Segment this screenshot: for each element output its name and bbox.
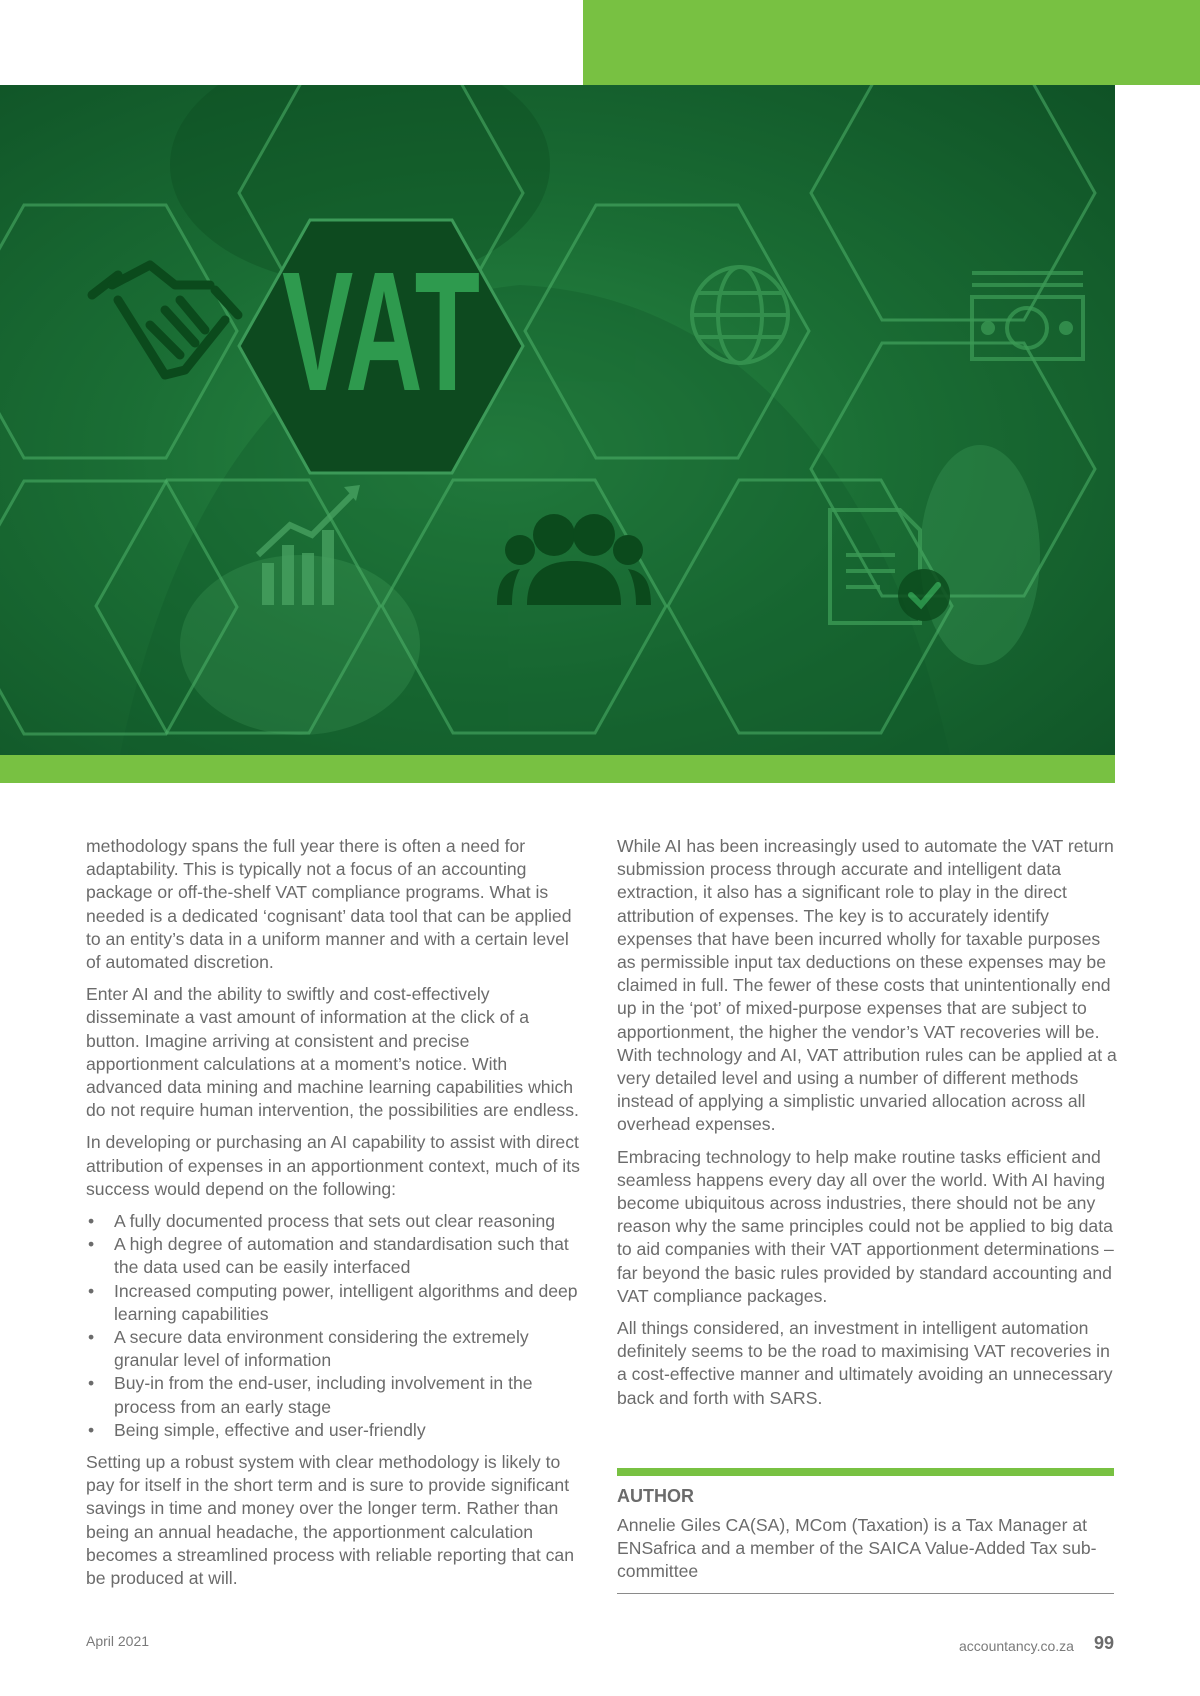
bullet-marker: • [88,1234,95,1255]
hero-headline: VAT [282,237,480,427]
right-column [617,835,1117,1419]
footer-date: April 2021 [86,1633,150,1649]
bullet-marker: • [88,1327,95,1348]
left-paragraph-2: Enter AI and the ability to swiftly and cost-effectively disseminate a vast amount of information at the click of a button. Imagine arriving at consistent and precise apportionment calculations at a moment’s notice. With advanced data mining and machine learning capabilities which do not require human intervention, the possibilities are endless. [86,984,579,1121]
requirements-list [86,1210,586,1442]
bullet-marker: • [88,1211,95,1232]
list-item [86,1326,586,1372]
handshake-icon [92,265,238,375]
bullet-marker: • [88,1419,95,1440]
list-item-text: Buy-in from the end-user, including involvement in the process from an early stage [114,1373,533,1417]
left-column [86,835,586,1599]
background-figures [120,85,1040,755]
globe-icon [692,267,788,363]
bullet-marker: • [88,1373,95,1394]
list-item-text: A high degree of automation and standardisation such that the data used can be easily interfaced [114,1234,569,1278]
left-paragraph-1: methodology spans the full year there is often a need for adaptability. This is typically not a focus of an accounting package or off-the-shelf VAT compliance programs. What is needed is a dedicated ‘cognisant’ data tool that can be applied to an entity’s data in a uniform manner and with a certain level of automated discretion. [86,836,572,973]
list-item [86,1233,586,1279]
author-top-rule [617,1468,1114,1476]
author-bio: Annelie Giles CA(SA), MCom (Taxation) is a Tax Manager at ENSafrica and a member of the SAICA Value-Added Tax sub-committee [617,1515,1097,1582]
list-item [86,1419,586,1442]
list-item-text: Increased computing power, intelligent algorithms and deep learning capabilities [114,1280,578,1324]
right-paragraph-2: Embracing technology to help make routine tasks efficient and seamless happens every day all over the world. With AI having become ubiquitous across industries, there should not be any reason why the same principles could not be applied to big data to aid companies with their VAT apportionment determinations – far beyond the basic rules provided by standard accounting and VAT compliance packages. [617,1146,1114,1306]
right-paragraph-1: While AI has been increasingly used to automate the VAT return submission process through accurate and intelligent data extraction, it also has a significant role to play in the direct attribution of expenses. The key is to accurately identify expenses that have been incurred wholly for taxable purposes as permissible input tax deductions on these expenses may be claimed in full. The fewer of these costs that unintentionally end up in the ‘pot’ of mixed-purpose expenses that are subject to apportionment, the higher the vendor’s VAT recoveries will be. With technology and AI, VAT attribution rules can be applied at a very detailed level and using a number of different methods instead of applying a simplistic unvaried allocation across all overhead expenses. [617,836,1117,1135]
bullet-marker: • [88,1280,95,1301]
list-item [86,1280,586,1326]
hero-accent-bar [0,755,1115,783]
list-item [86,1372,586,1418]
footer-site: accountancy.co.za [959,1638,1074,1654]
list-item-text: Being simple, effective and user-friendly [114,1419,426,1440]
hero-illustration [0,85,1115,755]
list-item-text: A secure data environment considering the extremely granular level of information [114,1327,529,1371]
list-item [86,1210,586,1233]
hero-image [0,85,1115,755]
page-number: 99 [1094,1633,1115,1653]
left-paragraph-3: In developing or purchasing an AI capability to assist with direct attribution of expenses in an apportionment context, much of its success would depend on the following: [86,1132,580,1199]
author-bottom-rule [617,1593,1114,1594]
top-accent-band [583,0,1200,85]
right-paragraph-3: All things considered, an investment in intelligent automation definitely seems to be the road to maximising VAT recoveries in a cost-effective manner and ultimately avoiding an unnecessary back and forth with SARS. [617,1318,1113,1408]
left-paragraph-4: Setting up a robust system with clear methodology is likely to pay for itself in the short term and is sure to provide significant savings in time and money over the longer term. Rather than being an annual headache, the apportionment calculation becomes a streamlined process with reliable reporting that can be produced at will. [86,1452,574,1589]
author-heading: AUTHOR [617,1486,694,1506]
list-item-text: A fully documented process that sets out clear reasoning [114,1211,556,1232]
